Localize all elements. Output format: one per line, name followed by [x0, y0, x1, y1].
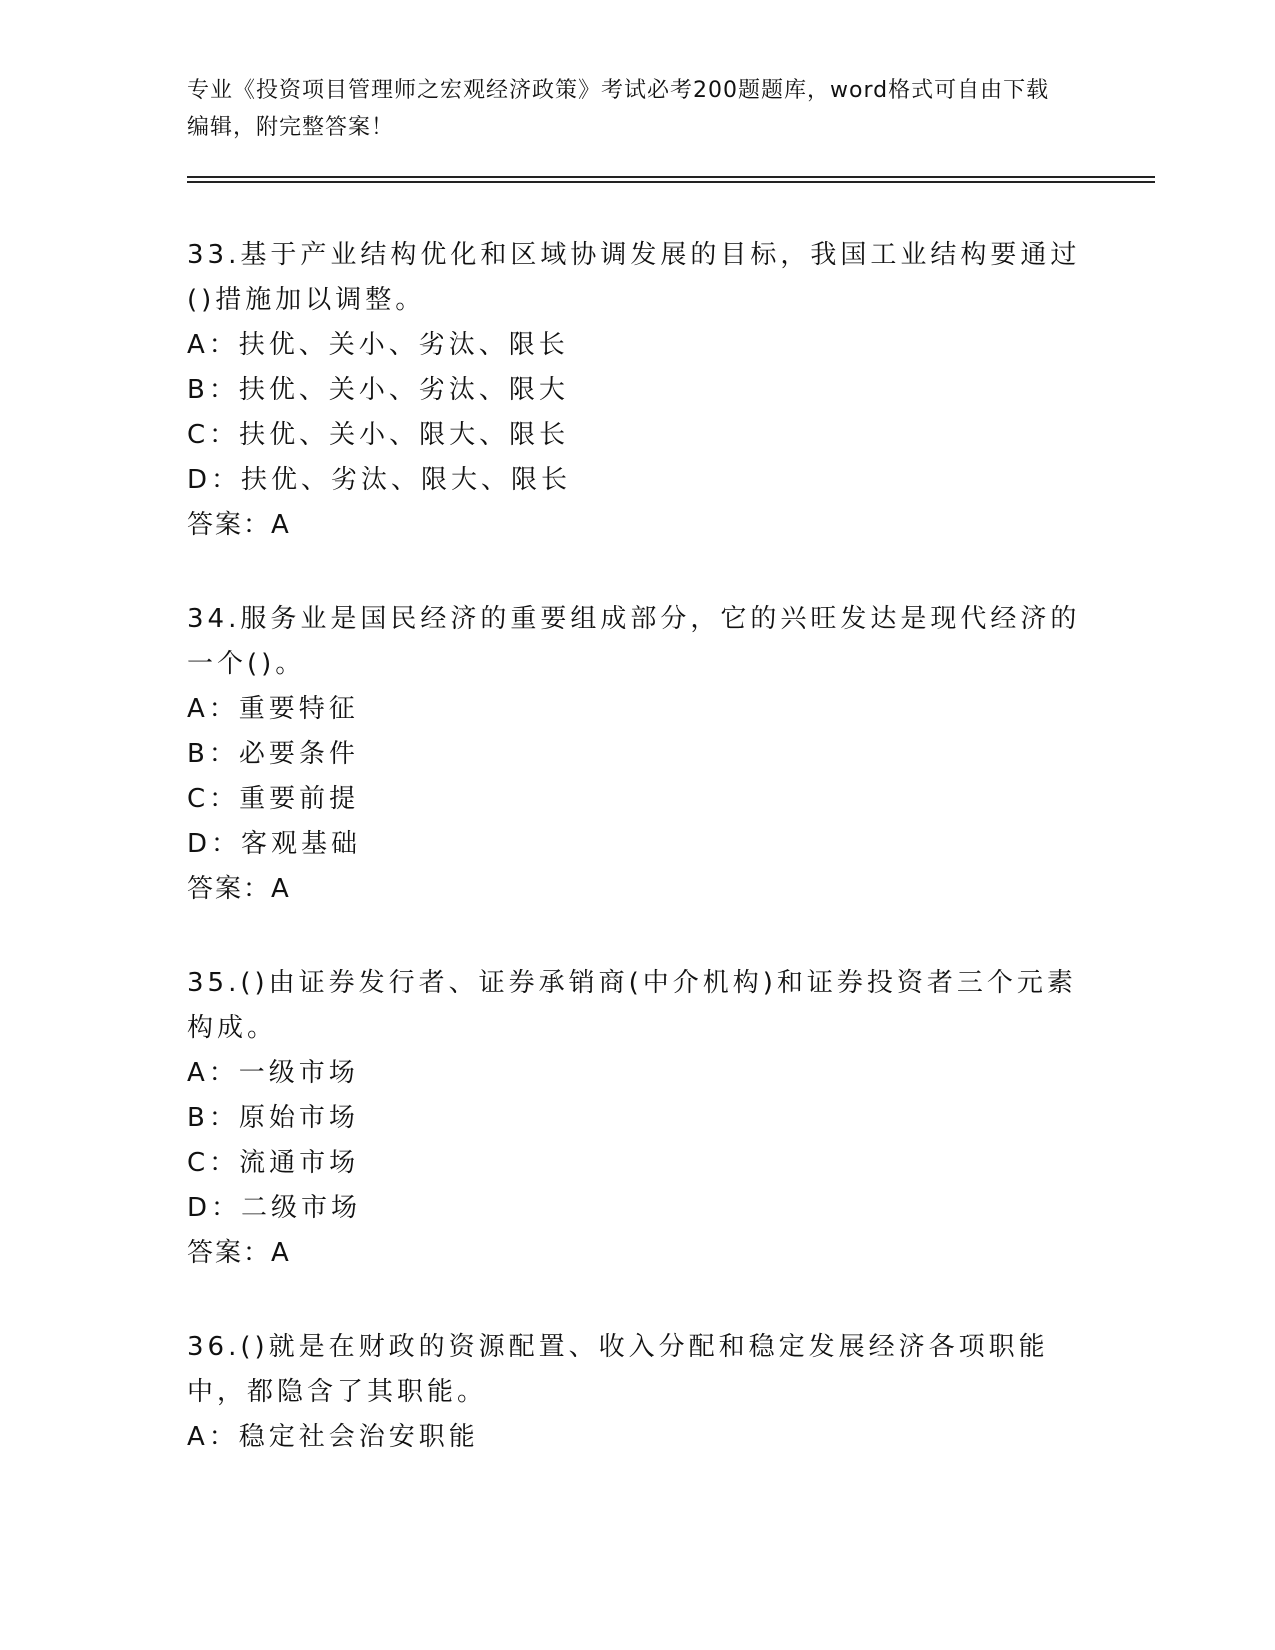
- question-36: [187, 1325, 1087, 1460]
- option-a: A：稳定社会治安职能: [187, 1422, 479, 1452]
- option-d: D：客观基础: [187, 829, 362, 859]
- question-33: [187, 233, 1087, 548]
- option-a: A：扶优、关小、劣汰、限长: [187, 330, 569, 360]
- question-stem: 36.()就是在财政的资源配置、收入分配和稳定发展经济各项职能中，都隐含了其职能。: [187, 1332, 1049, 1407]
- document-intro: 专业《投资项目管理师之宏观经济政策》考试必考200题题库，word格式可自由下载编辑，附完整答案！: [187, 78, 1050, 140]
- question-34: [187, 597, 1087, 912]
- option-c: C：重要前提: [187, 784, 360, 814]
- option-a: A：一级市场: [187, 1058, 359, 1088]
- option-b: B：扶优、关小、劣汰、限大: [187, 375, 569, 405]
- header-divider-bottom: [187, 181, 1155, 183]
- header-divider-top: [187, 176, 1155, 178]
- option-b: B：原始市场: [187, 1103, 359, 1133]
- question-stem: 35.()由证券发行者、证券承销商(中介机构)和证券投资者三个元素构成。: [187, 968, 1077, 1043]
- option-c: C：扶优、关小、限大、限长: [187, 420, 570, 450]
- option-b: B：必要条件: [187, 739, 359, 769]
- answer-line: 答案：A: [187, 874, 291, 904]
- answer-line: 答案：A: [187, 510, 291, 540]
- question-stem: 33.基于产业结构优化和区域协调发展的目标，我国工业结构要通过()措施加以调整。: [187, 240, 1081, 315]
- option-c: C：流通市场: [187, 1148, 360, 1178]
- option-d: D：二级市场: [187, 1193, 362, 1223]
- answer-line: 答案：A: [187, 1238, 291, 1268]
- option-d: D：扶优、劣汰、限大、限长: [187, 465, 572, 495]
- question-stem: 34.服务业是国民经济的重要组成部分，它的兴旺发达是现代经济的一个()。: [187, 604, 1081, 679]
- question-35: [187, 961, 1087, 1276]
- option-a: A：重要特征: [187, 694, 359, 724]
